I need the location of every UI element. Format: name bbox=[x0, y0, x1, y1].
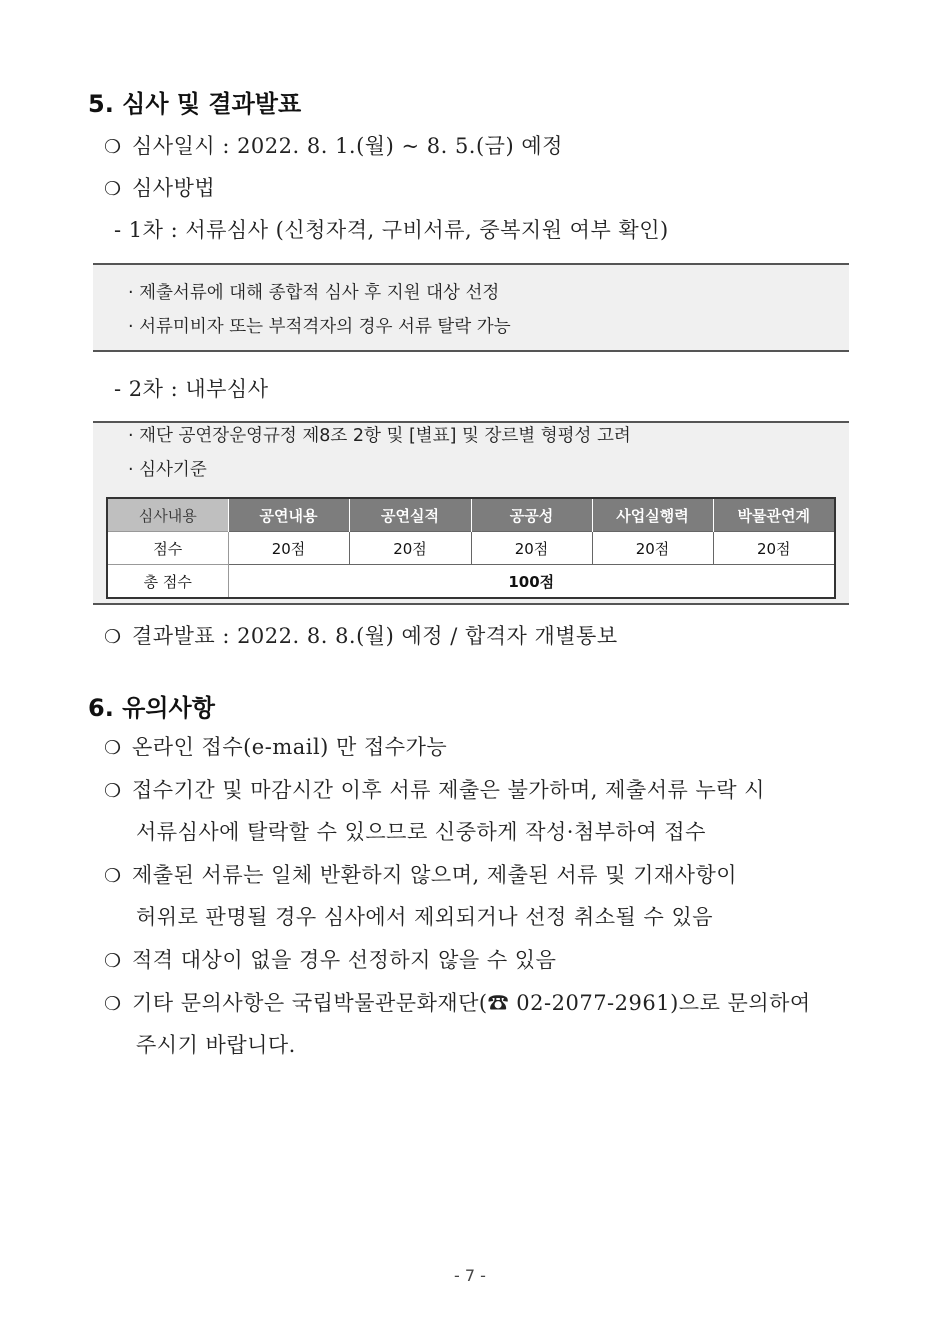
result-line bbox=[104, 620, 618, 650]
total-label-cell: 총 점수 bbox=[107, 565, 228, 599]
first-box-line-1: · 제출서류에 대해 종합적 심사 후 지원 대상 선정 bbox=[128, 283, 500, 303]
circle-bullet-icon: ❍ bbox=[104, 178, 122, 200]
notice-item bbox=[104, 987, 811, 1017]
result-text: 결과발표 : 2022. 8. 8.(월) 예정 / 합격자 개별통보 bbox=[132, 624, 618, 648]
table-row bbox=[107, 565, 835, 599]
circle-bullet-icon: ❍ bbox=[104, 993, 122, 1015]
table-row bbox=[107, 532, 835, 565]
schedule-line bbox=[104, 130, 563, 160]
circle-bullet-icon: ❍ bbox=[104, 865, 122, 887]
method-line bbox=[104, 172, 215, 202]
header-cell: 박물관연계 bbox=[713, 498, 835, 532]
score-table bbox=[106, 497, 836, 599]
notice-item bbox=[104, 859, 737, 889]
score-cell: 20점 bbox=[471, 532, 592, 565]
header-cell: 공연내용 bbox=[228, 498, 349, 532]
table-header-row bbox=[107, 498, 835, 532]
notice-text: 기타 문의사항은 국립박물관문화재단(☎ 02-2077-2961)으로 문의하여 bbox=[132, 991, 811, 1015]
score-cell: 20점 bbox=[228, 532, 349, 565]
header-cell: 공연실적 bbox=[349, 498, 471, 532]
notice-item bbox=[104, 731, 447, 761]
section-5-title: 5. 심사 및 결과발표 bbox=[88, 90, 302, 118]
notice-text-cont: 서류심사에 탈락할 수 있으므로 신중하게 작성·첨부하여 접수 bbox=[136, 820, 706, 844]
circle-bullet-icon: ❍ bbox=[104, 136, 122, 158]
score-cell: 20점 bbox=[349, 532, 471, 565]
circle-bullet-icon: ❍ bbox=[104, 950, 122, 972]
notice-text-cont: 주시기 바랍니다. bbox=[136, 1033, 296, 1057]
notice-item bbox=[104, 774, 765, 804]
schedule-text: 심사일시 : 2022. 8. 1.(월) ~ 8. 5.(금) 예정 bbox=[132, 134, 563, 158]
notice-text: 적격 대상이 없을 경우 선정하지 않을 수 있음 bbox=[132, 948, 557, 972]
section-6-title: 6. 유의사항 bbox=[88, 694, 215, 722]
header-cell: 사업실행력 bbox=[592, 498, 713, 532]
notice-item bbox=[104, 944, 556, 974]
notice-text-cont: 허위로 판명될 경우 심사에서 제외되거나 선정 취소될 수 있음 bbox=[136, 905, 714, 929]
notice-text: 온라인 접수(e-mail) 만 접수가능 bbox=[132, 735, 448, 759]
notice-text: 접수기간 및 마감시간 이후 서류 제출은 불가하며, 제출서류 누락 시 bbox=[132, 778, 765, 802]
score-cell: 20점 bbox=[713, 532, 835, 565]
first-stage-text: - 1차 : 서류심사 (신청자격, 구비서류, 중복지원 여부 확인) bbox=[114, 218, 669, 242]
first-box-line-2: · 서류미비자 또는 부적격자의 경우 서류 탈락 가능 bbox=[128, 317, 511, 337]
second-stage-text: - 2차 : 내부심사 bbox=[114, 377, 269, 401]
total-cell: 100점 bbox=[228, 565, 835, 599]
score-label-cell: 점수 bbox=[107, 532, 228, 565]
circle-bullet-icon: ❍ bbox=[104, 737, 122, 759]
page-number: - 7 - bbox=[454, 1266, 486, 1285]
score-cell: 20점 bbox=[592, 532, 713, 565]
method-text: 심사방법 bbox=[132, 176, 216, 200]
box-bottom-border bbox=[93, 350, 849, 352]
circle-bullet-icon: ❍ bbox=[104, 780, 122, 802]
circle-bullet-icon: ❍ bbox=[104, 626, 122, 648]
second-box-line-1: · 재단 공연장운영규정 제8조 2항 및 [별표] 및 장르별 형평성 고려 bbox=[128, 426, 631, 446]
header-cell: 공공성 bbox=[471, 498, 592, 532]
second-box-line-2: · 심사기준 bbox=[128, 460, 207, 480]
first-stage-box bbox=[93, 265, 849, 351]
header-label-cell: 심사내용 bbox=[107, 498, 228, 532]
box-bottom-border bbox=[93, 603, 849, 605]
notice-text: 제출된 서류는 일체 반환하지 않으며, 제출된 서류 및 기재사항이 bbox=[132, 863, 738, 887]
